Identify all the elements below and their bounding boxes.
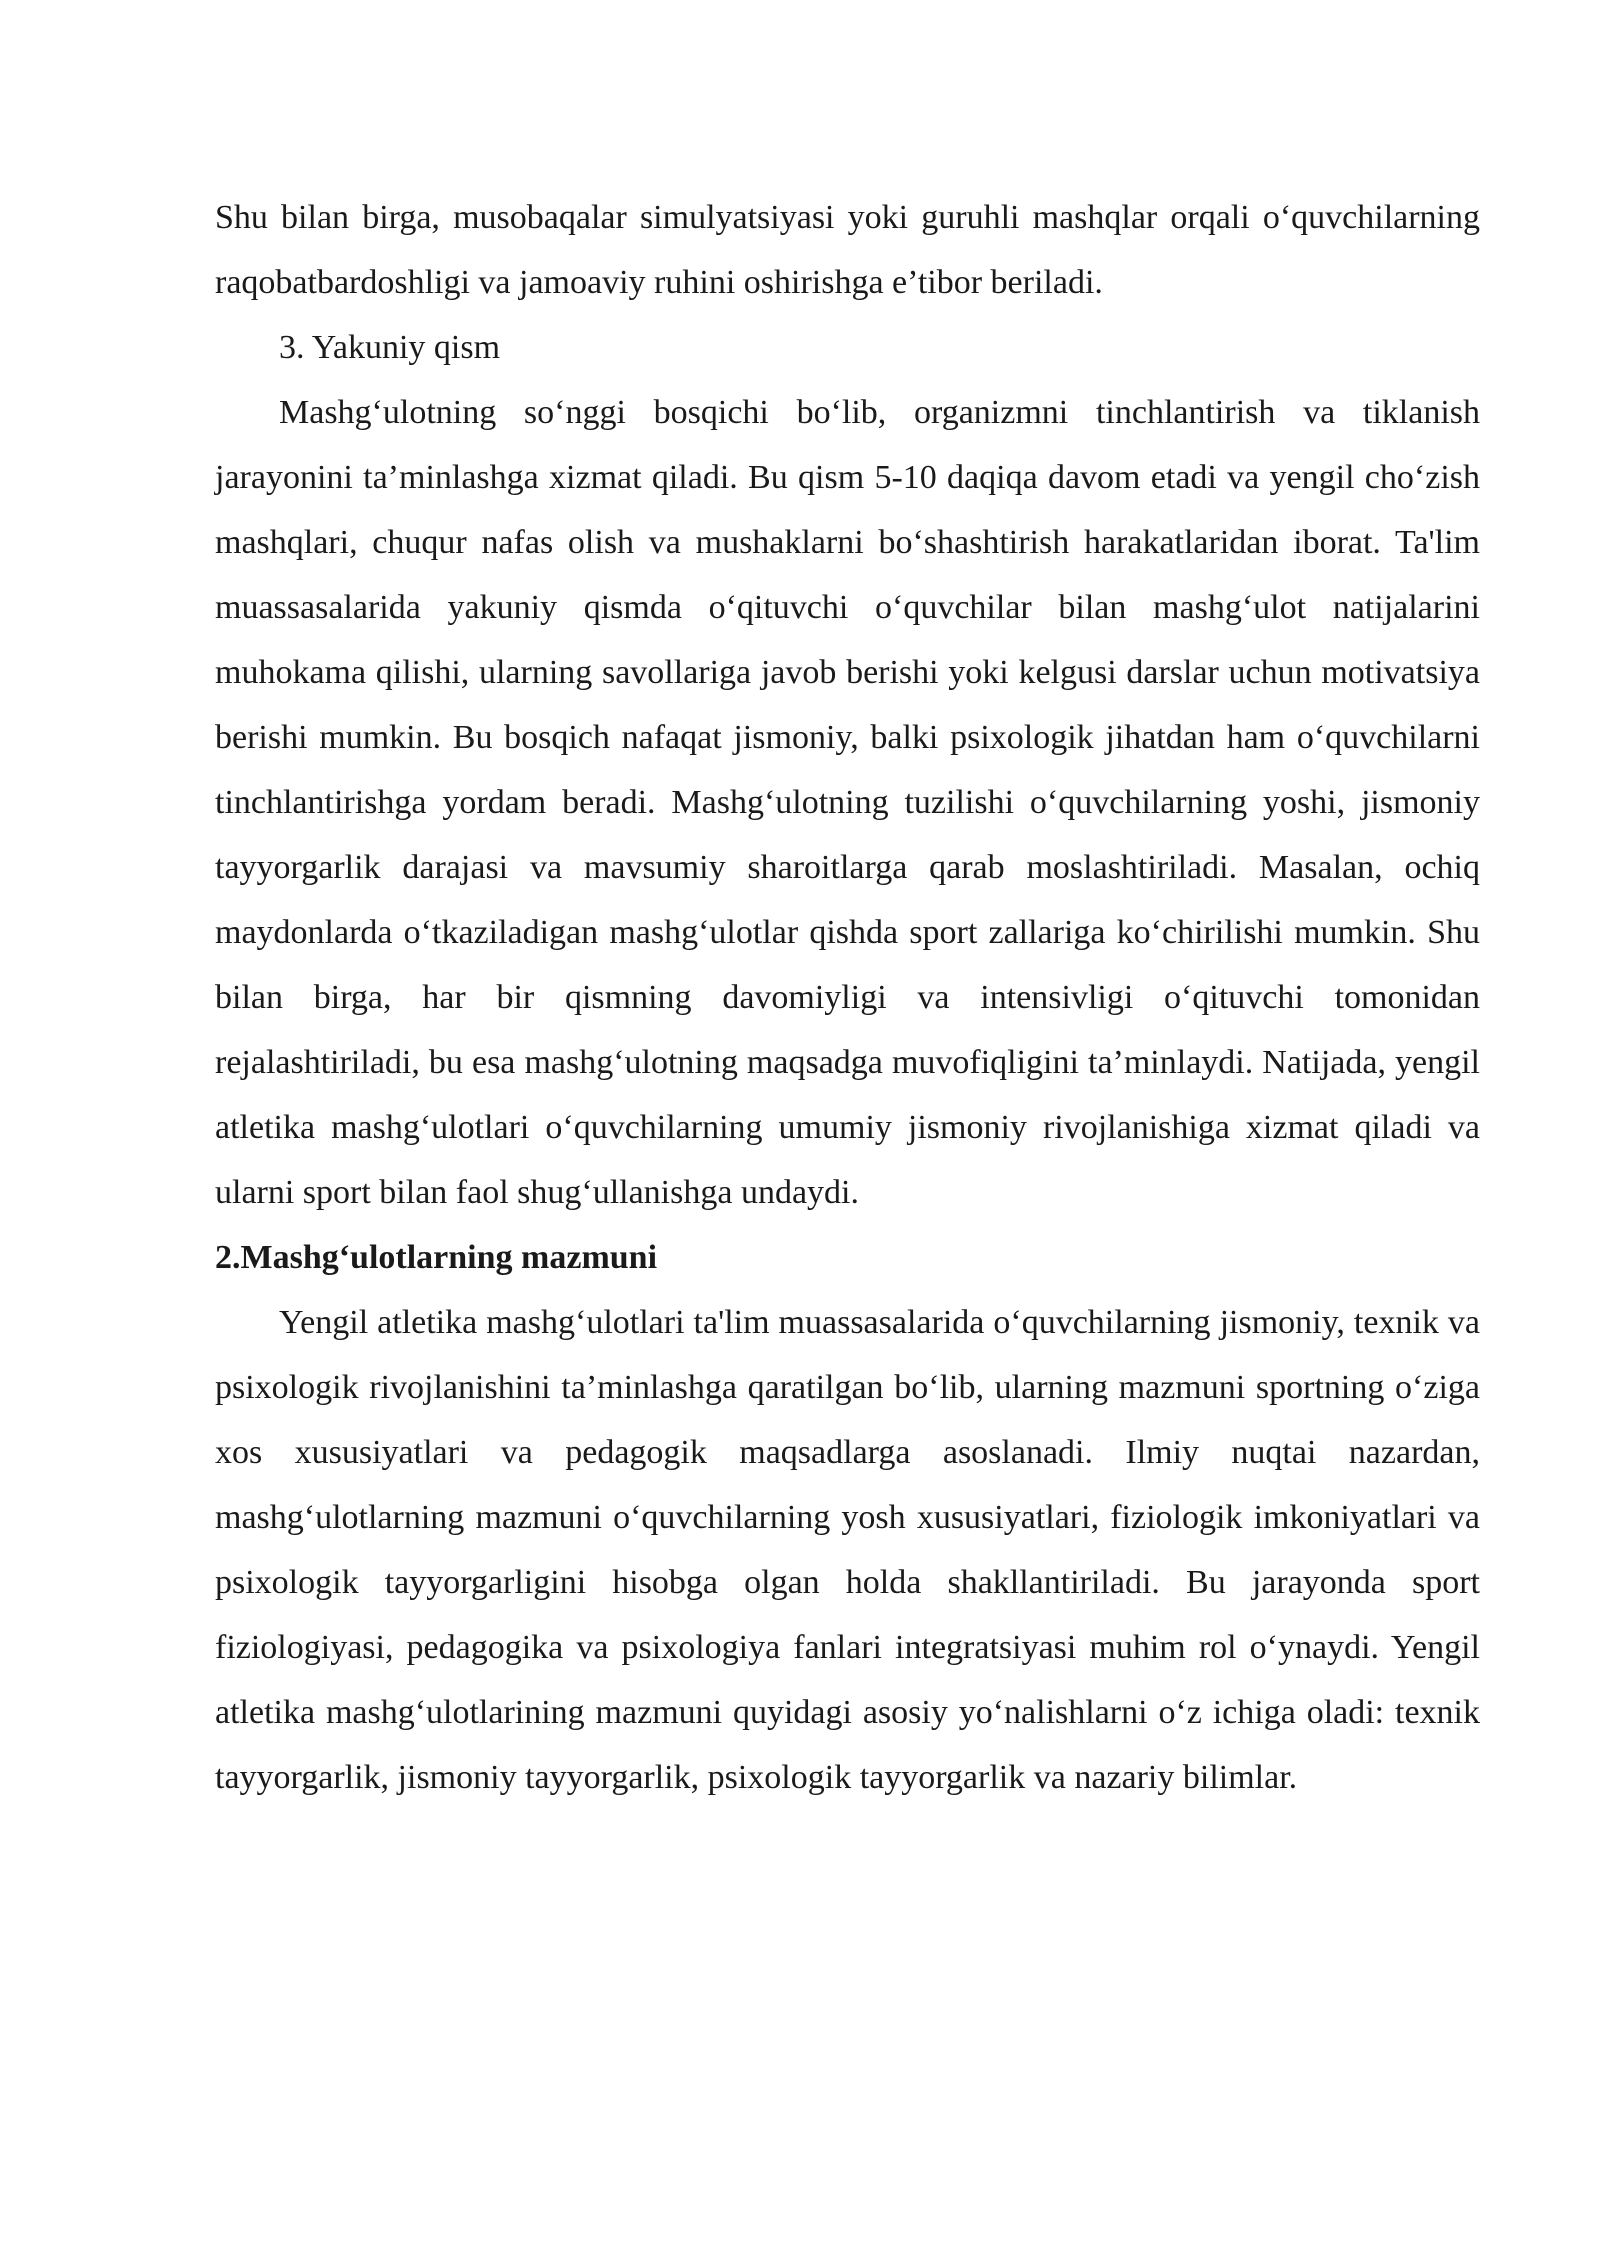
section-heading: 2.Mashg‘ulotlarning mazmuni [215,1239,658,1276]
document-body [215,185,1480,1810]
paragraph-final-part: Mashg‘ulotning so‘nggi bosqichi bo‘lib, organizmni tinchlantirish va tiklanish jarayonini ta’minlashga xizmat qiladi. Bu qism 5-10 daqiqa davom etadi va yengil cho‘zish mashqlari, chuqur nafas olish va mushaklarni bo‘shashtirish harakatlaridan iborat. Ta'lim muassasalarida yakuniy qismda o‘qituvchi o‘quvchilar bilan mashg‘ulot natijalarini muhokama qilishi, ularning savollariga javob berishi yoki kelgusi darslar uchun motivatsiya berishi mumkin. Bu bosqich nafaqat jismoniy, balki psixologik jihatdan ham o‘quvchilarni tinchlantirishga yordam beradi. Mashg‘ulotning tuzilishi o‘quvchilarning yoshi, jismoniy tayyorgarlik darajasi va mavsumiy sharoitlarga qarab moslashtiriladi. Masalan, ochiq maydonlarda o‘tkaziladigan mashg‘ulotlar qishda sport zallariga ko‘chirilishi mumkin. Shu bilan birga, har bir qismning davomiyligi va intensivligi o‘qituvchi tomonidan rejalashtiriladi, bu esa mashg‘ulotning maqsadga muvofiqligini ta’minlaydi. Natijada, yengil atletika mashg‘ulotlari o‘quvchilarning umumiy jismoniy rivojlanishiga xizmat qiladi va ularni sport bilan faol shug‘ullanishga undaydi. [215,394,1480,1211]
subheading-final-part: 3. Yakuniy qism [279,329,501,366]
paragraph-intro: Shu bilan birga, musobaqalar simulyatsiyasi yoki guruhli mashqlar orqali o‘quvchilarning raqobatbardoshligi va jamoaviy ruhini oshirishga e’tibor beriladi. [215,199,1480,301]
paragraph-content: Yengil atletika mashg‘ulotlari ta'lim muassasalarida o‘quvchilarning jismoniy, texnik va psixologik rivojlanishini ta’minlashga qaratilgan bo‘lib, ularning mazmuni sportning o‘ziga xos xususiyatlari va pedagogik maqsadlarga asoslanadi. Ilmiy nuqtai nazardan, mashg‘ulotlarning mazmuni o‘quvchilarning yosh xususiyatlari, fiziologik imkoniyatlari va psixologik tayyorgarligini hisobga olgan holda shakllantiriladi. Bu jarayonda sport fiziologiyasi, pedagogika va psixologiya fanlari integratsiyasi muhim rol o‘ynaydi. Yengil atletika mashg‘ulotlarining mazmuni quyidagi asosiy yo‘nalishlarni o‘z ichiga oladi: texnik tayyorgarlik, jismoniy tayyorgarlik, psixologik tayyorgarlik va nazariy bilimlar. [215,1304,1480,1796]
